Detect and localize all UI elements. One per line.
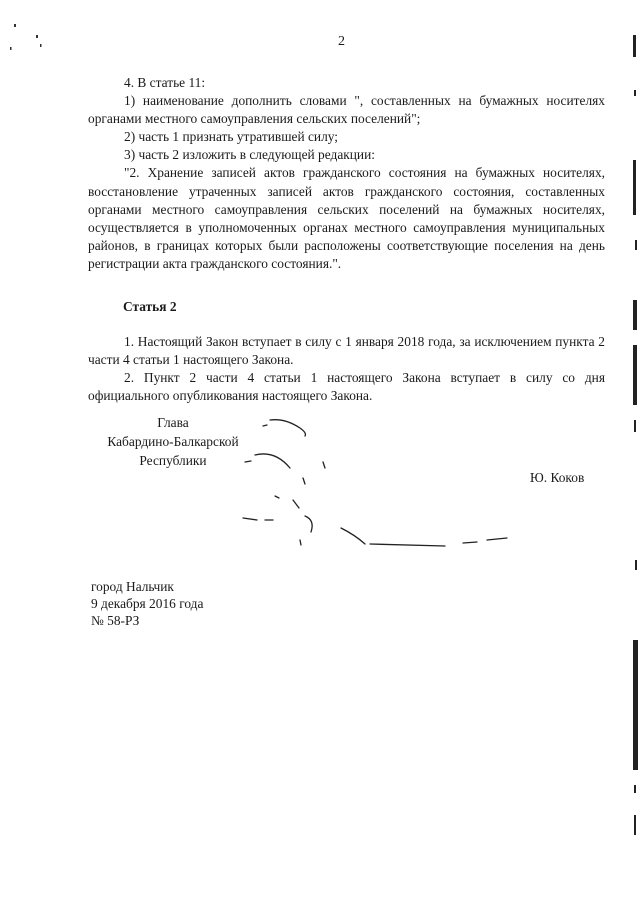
page-number: 2: [338, 34, 345, 49]
article-2-paragraph-1: 1. Настоящий Закон вступает в силу с 1 января 2018 года, за исключением пункта 2 части 4 статьи 1 настоящего Закона.: [88, 334, 605, 368]
signer-title-line-2: Кабардино-Балкарской: [107, 434, 239, 449]
amendment-item-2: 2) часть 1 признать утратившей силу;: [124, 129, 339, 145]
amendment-section: [88, 74, 605, 273]
amendment-item-3: 3) часть 2 изложить в следующей редакции:: [124, 147, 375, 163]
footer-law-number: № 58-РЗ: [91, 613, 140, 628]
document-footer: [91, 578, 203, 629]
signer-title-line-3: Республики: [139, 453, 207, 468]
amendment-item-1: 1) наименование дополнить словами ", составленных на бумажных носителях органами местного самоуправления сельских поселений";: [88, 93, 605, 127]
article-2-title: Статья 2: [123, 299, 177, 314]
amendment-intro: 4. В статье 11:: [124, 75, 206, 90]
article-2-paragraph-2: 2. Пункт 2 части 4 статьи 1 настоящего Закона вступает в силу со дня официального опубликования настоящего Закона.: [88, 370, 605, 404]
footer-city: город Нальчик: [91, 579, 174, 594]
article-2-body: [88, 333, 605, 405]
signer-title-line-1: Глава: [157, 415, 189, 430]
signer-name: Ю. Коков: [530, 470, 585, 485]
footer-date: 9 декабря 2016 года: [91, 596, 204, 611]
amendment-item-4: "2. Хранение записей актов гражданского состояния на бумажных носителях, восстановление утраченных записей актов гражданского состояния, составленных органами местного самоуправления сельских поселений на бумажных носителях, осуществляется в уполномоченных органах местного самоуправления муниципальных районов, в границах которых были расположены соответствующие поселения на день регистрации акта гражданского состояния.".: [88, 165, 605, 271]
handwritten-signature: [215, 400, 535, 560]
